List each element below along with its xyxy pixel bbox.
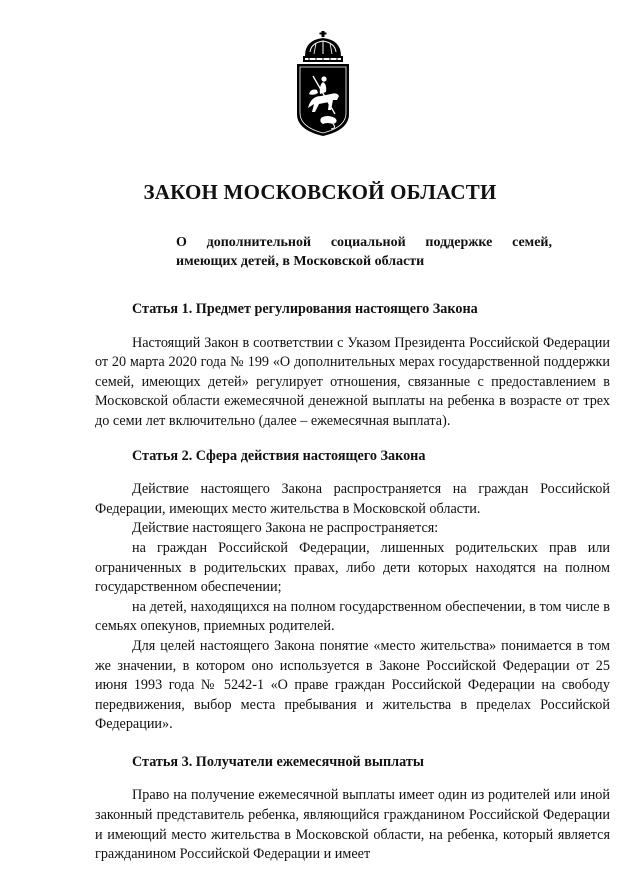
article-2-paragraph-1: Действие настоящего Закона распространяется на граждан Российской Федерации, имеющих место жительства в Московской области.	[95, 481, 610, 517]
document-title: ЗАКОН МОСКОВСКОЙ ОБЛАСТИ	[143, 180, 497, 204]
shield-icon	[297, 64, 349, 136]
crown-icon	[303, 31, 343, 62]
article-2-paragraph-3: на граждан Российской Федерации, лишенных родительских прав или ограниченных в родительских правах, либо дети которых находятся на полном государственном обеспечении;	[95, 539, 610, 596]
document-body	[95, 300, 610, 865]
coat-of-arms-icon	[293, 30, 353, 138]
subtitle-line-1: О дополнительной социальной поддержке семей,	[176, 235, 552, 250]
article-3-heading: Статья 3. Получатели ежемесячной выплаты	[132, 753, 424, 770]
article-1-paragraph-1: Настоящий Закон в соответствии с Указом Президента Российской Федерации от 20 марта 2020 года № 199 «О дополнительных мерах государственной поддержки семей, имеющих детей» регулирует отношения, связанные с предоставлением в Московской области ежемесячной денежной выплаты на ребенка в возрасте от трех до семи лет включительно (далее – ежемесячная выплата).	[95, 334, 610, 429]
subtitle-line-2: имеющих детей, в Московской области	[176, 254, 425, 269]
article-1-heading: Статья 1. Предмет регулирования настоящего Закона	[132, 301, 478, 317]
article-3-paragraph-1: Право на получение ежемесячной выплаты имеет один из родителей или иной законный представитель ребенка, являющийся гражданином Российской Федерации и имеющий место жительства в Московской области, на ребенка, который является гражданином Российской Федерации и имеет	[95, 787, 610, 863]
article-2-paragraph-2: Действие настоящего Закона не распространяется:	[132, 520, 439, 537]
article-2-paragraph-5: Для целей настоящего Закона понятие «место жительства» понимается в том же значении, в котором оно используется в Законе Российской Федерации от 25 июня 1993 года № 5242-1 «О праве граждан Российской Федерации на свободу передвижения, выбор места пребывания и жительства в пределах Российской Федерации».	[95, 637, 610, 733]
article-2-paragraph-4: на детей, находящихся на полном государственном обеспечении, в том числе в семьях опекунов, приемных родителей.	[95, 598, 610, 635]
article-2-heading: Статья 2. Сфера действия настоящего Закона	[132, 447, 426, 464]
document-subtitle	[176, 233, 552, 271]
